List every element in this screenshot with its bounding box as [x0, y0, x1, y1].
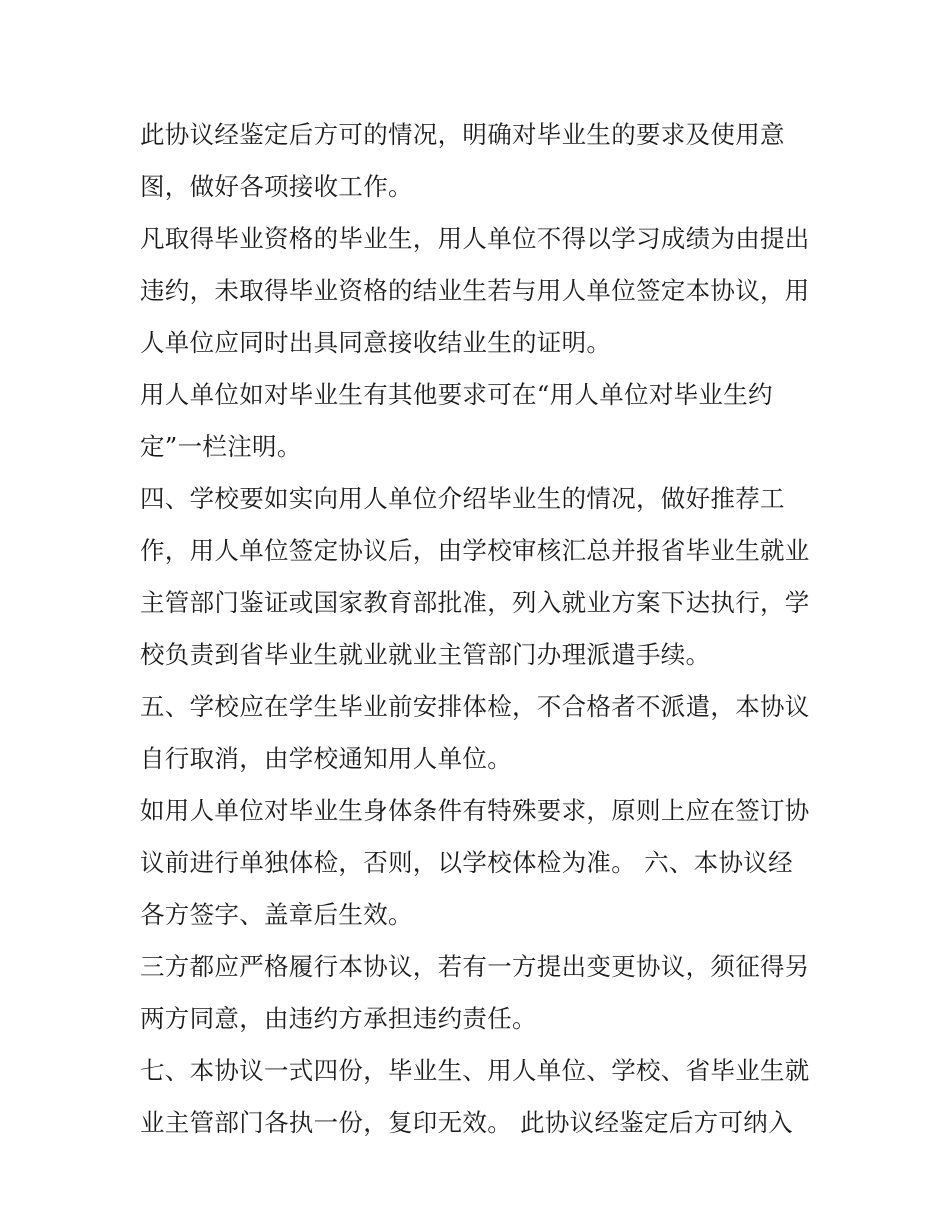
text-line: 五、学校应在学生毕业前安排体检，不合格者不派遣，本协议	[140, 692, 810, 721]
text-line: 业主管部门各执一份，复印无效。 此协议经鉴定后方可纳入	[140, 1108, 793, 1137]
document-body	[140, 109, 820, 1149]
text-line: 两方同意，由违约方承担违约责任。	[140, 1004, 537, 1033]
text-line: 此协议经鉴定后方可的情况，明确对毕业生的要求及使用意	[140, 120, 785, 149]
text-line: 图，做好各项接收工作。	[140, 172, 413, 201]
text-line: 议前进行单独体检，否则，以学校体检为准。 六、本协议经	[140, 848, 793, 877]
text-line: 自行取消，由学校通知用人单位。	[140, 744, 512, 773]
text-line: 校负责到省毕业生就业就业主管部门办理派遣手续。	[140, 640, 711, 669]
text-line: 违约，未取得毕业资格的结业生若与用人单位签定本协议，用	[140, 276, 810, 305]
text-line: 七、本协议一式四份，毕业生、用人单位、学校、省毕业生就	[140, 1056, 810, 1085]
text-line: 主管部门鉴证或国家教育部批准，列入就业方案下达执行，学	[140, 588, 810, 617]
text-line: 四、学校要如实向用人单位介绍毕业生的情况，做好推荐工	[140, 484, 785, 513]
text-line: 各方签字、盖章后生效。	[140, 900, 413, 929]
text-line: 如用人单位对毕业生身体条件有特殊要求，原则上应在签订协	[140, 796, 810, 825]
text-line: 凡取得毕业资格的毕业生，用人单位不得以学习成绩为由提出	[140, 224, 810, 253]
text-line: 用人单位如对毕业生有其他要求可在“用人单位对毕业生约	[140, 380, 773, 409]
text-line: 三方都应严格履行本协议，若有一方提出变更协议，须征得另	[140, 952, 810, 981]
text-line: 人单位应同时出具同意接收结业生的证明。	[140, 328, 612, 357]
text-line: 作，用人单位签定协议后，由学校审核汇总并报省毕业生就业	[140, 536, 810, 565]
text-line: 定”一栏注明。	[140, 432, 302, 461]
